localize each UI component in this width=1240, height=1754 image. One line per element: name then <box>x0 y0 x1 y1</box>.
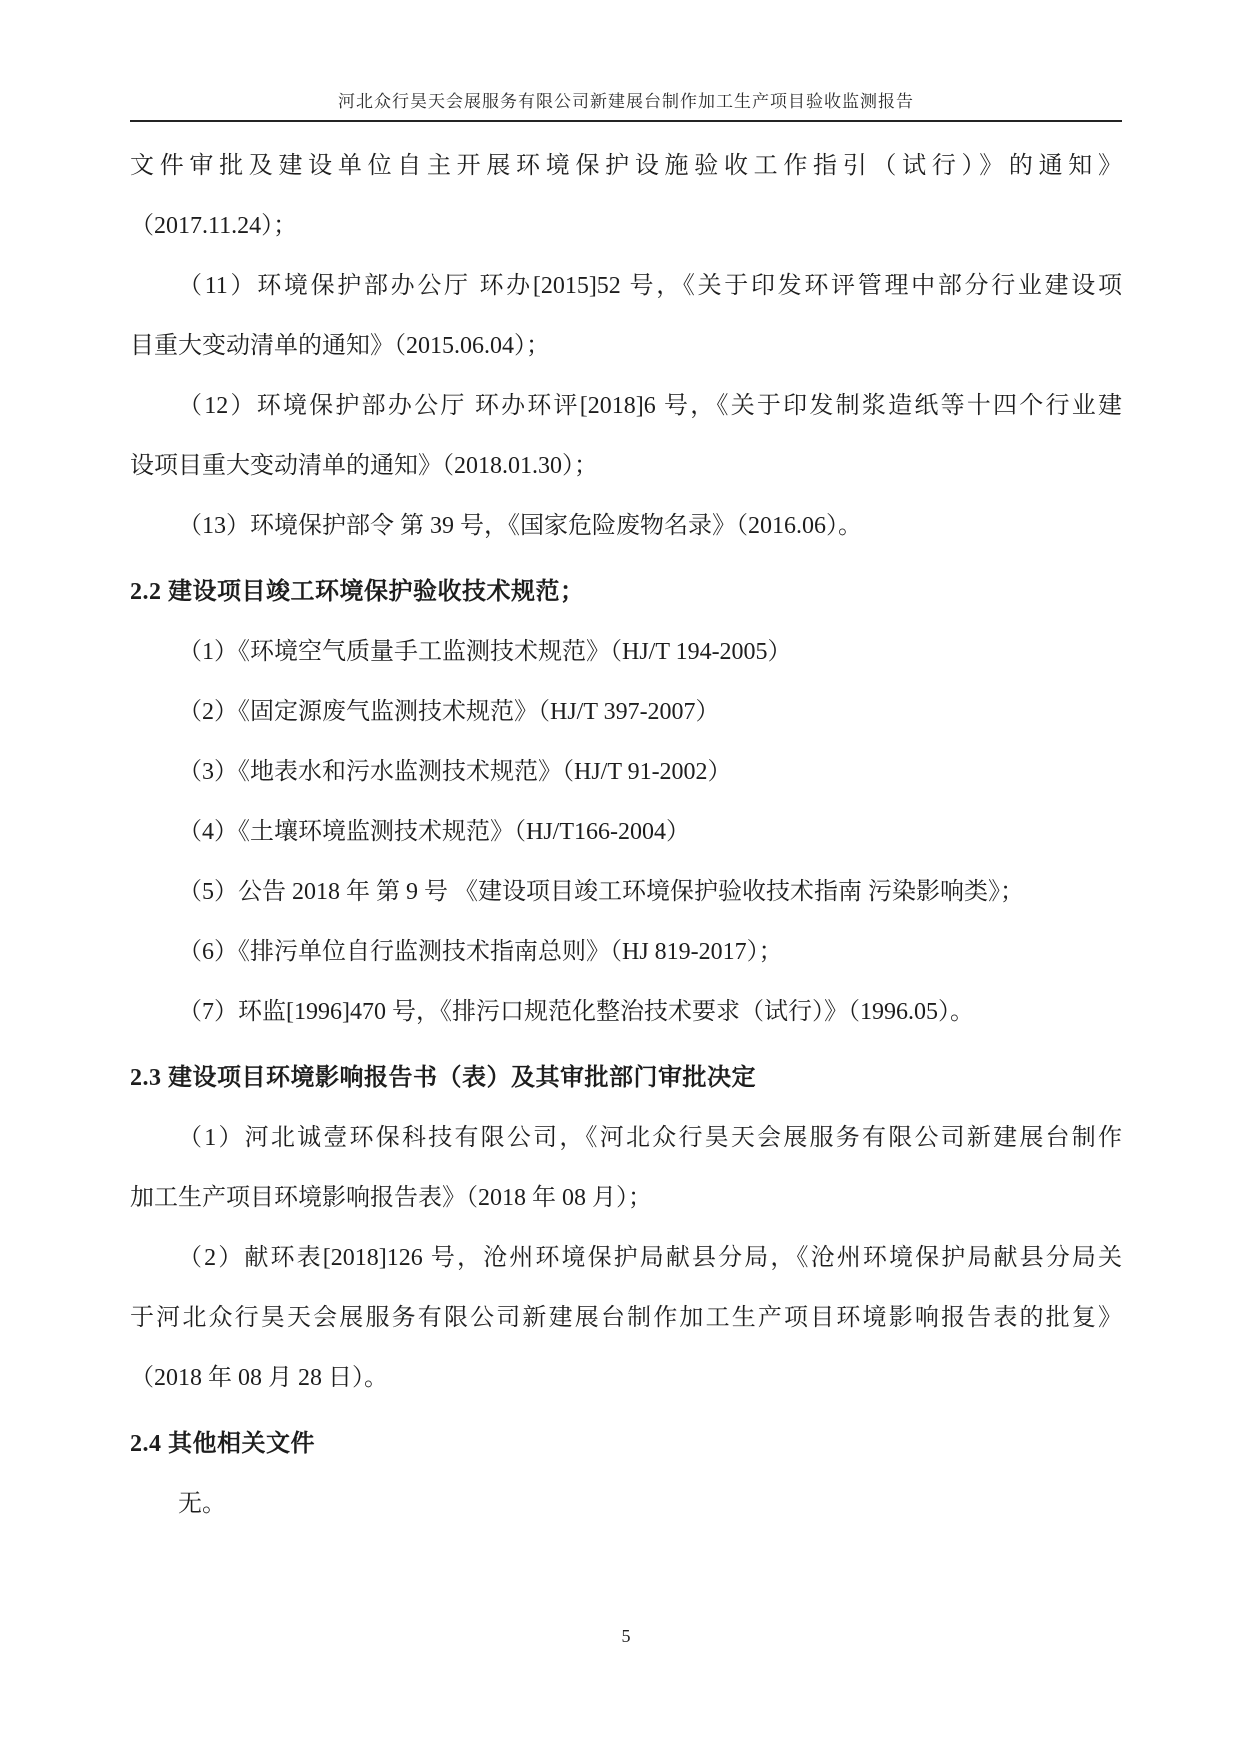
section-2-2-item-6: （6）《排污单位自行监测技术指南总则》（HJ 819-2017）； <box>178 939 783 965</box>
section-2-3-item-1-line-1: （1）河北诚壹环保科技有限公司，《河北众行昊天会展服务有限公司新建展台制作 <box>178 1125 1122 1151</box>
section-heading-2-2: 2.2 建设项目竣工环境保护验收技术规范； <box>130 579 585 605</box>
section-heading-2-4: 2.4 其他相关文件 <box>130 1431 315 1457</box>
section-2-2-item-4: （4）《土壤环境监测技术规范》（HJ/T166-2004） <box>178 819 690 845</box>
list-item-12-line-1: （12）环境保护部办公厅 环办环评[2018]6 号，《关于印发制浆造纸等十四个行业建 <box>178 393 1122 419</box>
document-sheet <box>130 0 1122 1534</box>
header-rule <box>130 120 1122 122</box>
section-2-2-item-5: （5）公告 2018 年 第 9 号 《建设项目竣工环境保护验收技术指南 污染影响类》； <box>178 879 1024 905</box>
page-number: 5 <box>621 1626 631 1646</box>
section-2-4-body: 无。 <box>178 1491 226 1517</box>
list-item-11-line-1: （11）环境保护部办公厅 环办[2015]52 号，《关于印发环评管理中部分行业建设项 <box>178 273 1122 299</box>
header-title: 河北众行昊天会展服务有限公司新建展台制作加工生产项目验收监测报告 <box>338 92 914 111</box>
section-2-3-item-2-line-1: （2）献环表[2018]126 号，沧州环境保护局献县分局，《沧州环境保护局献县分局关 <box>178 1245 1122 1271</box>
list-item-12-line-2: 设项目重大变动清单的通知》（2018.01.30）； <box>130 453 598 479</box>
section-2-3-item-2-line-3: （2018 年 08 月 28 日）。 <box>130 1365 388 1391</box>
section-2-3-item-1-line-2: 加工生产项目环境影响报告表》（2018 年 08 月）； <box>130 1185 652 1211</box>
document-body <box>130 136 1122 1534</box>
section-2-2-item-7: （7）环监[1996]470 号，《排污口规范化整治技术要求（试行）》（1996.05）。 <box>178 999 974 1025</box>
section-2-2-item-1: （1）《环境空气质量手工监测技术规范》（HJ/T 194-2005） <box>178 639 792 665</box>
section-2-2-item-2: （2）《固定源废气监测技术规范》（HJ/T 397-2007） <box>178 699 720 725</box>
section-heading-2-3: 2.3 建设项目环境影响报告书（表）及其审批部门审批决定 <box>130 1065 756 1091</box>
paragraph-continuation-line: 文件审批及建设单位自主开展环境保护设施验收工作指引（试行）》的通知》 <box>130 153 1122 179</box>
paragraph-continuation-line: （2017.11.24）； <box>130 213 298 239</box>
section-2-2-item-3: （3）《地表水和污水监测技术规范》（HJ/T 91-2002） <box>178 759 732 785</box>
list-item-13: （13）环境保护部令 第 39 号，《国家危险废物名录》（2016.06）。 <box>178 513 862 539</box>
list-item-11-line-2: 目重大变动清单的通知》（2015.06.04）； <box>130 333 550 359</box>
section-2-3-item-2-line-2: 于河北众行昊天会展服务有限公司新建展台制作加工生产项目环境影响报告表的批复》 <box>130 1305 1122 1331</box>
